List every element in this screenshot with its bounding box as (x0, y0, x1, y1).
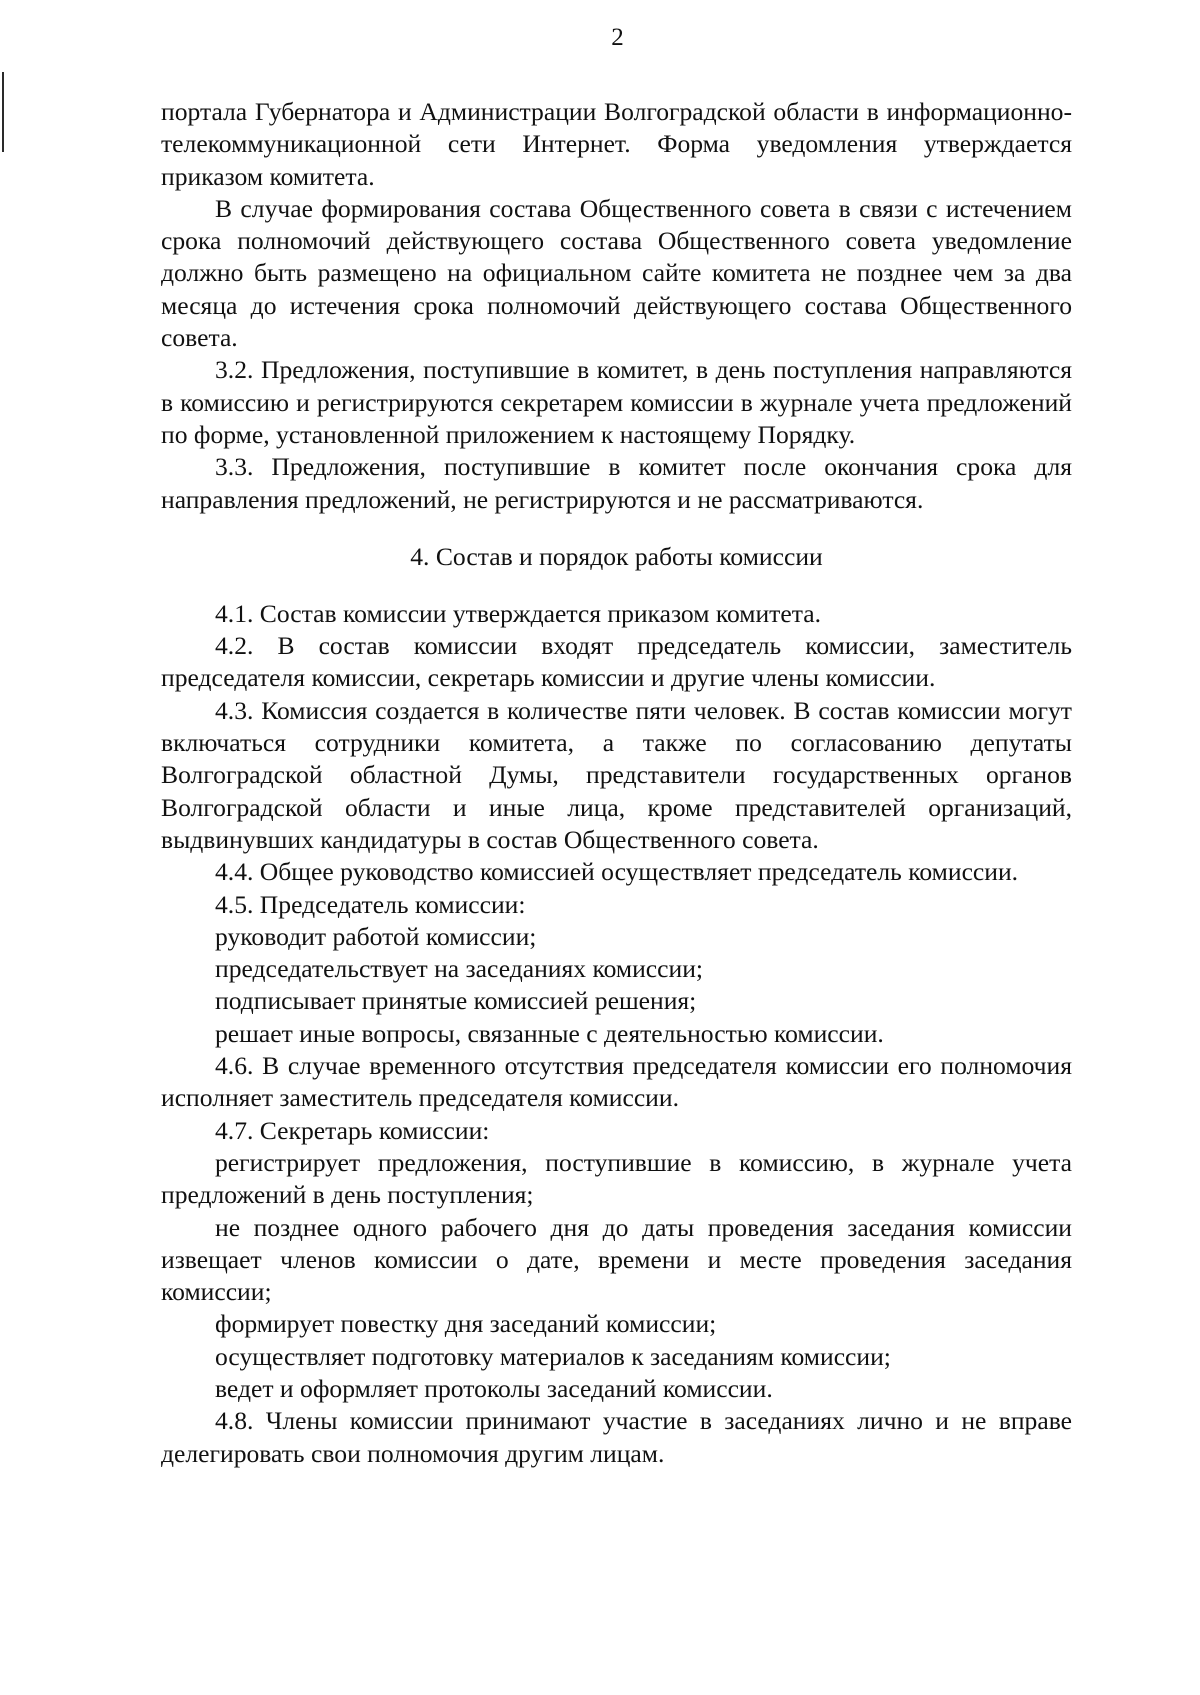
paragraph: В случае формирования состава Общественного совета в связи с истечением срока полномочий действующего состава Общественного совета уведомление должно быть размещено на официальном сайте комитета не позднее чем за два месяца до истечения срока полномочий действующего состава Общественного совета. (161, 193, 1072, 353)
list-item: решает иные вопросы, связанные с деятельностью комиссии. (215, 1018, 884, 1048)
list-item: осуществляет подготовку материалов к заседаниям комиссии; (215, 1341, 891, 1371)
page-number: 2 (611, 24, 624, 51)
paragraph-3-3: 3.3. Предложения, поступившие в комитет после окончания срока для направления предложений, не регистрируются и не рассматриваются. (161, 452, 1072, 514)
paragraph-4-2: 4.2. В состав комиссии входят председатель комиссии, заместитель председателя комиссии, секретарь комиссии и другие члены комиссии. (161, 631, 1072, 693)
list-item: ведет и оформляет протоколы заседаний комиссии. (215, 1373, 773, 1403)
paragraph-4-5: 4.5. Председатель комиссии: (215, 889, 526, 919)
paragraph-4-6: 4.6. В случае временного отсутствия председателя комиссии его полномочия исполняет заместитель председателя комиссии. (161, 1051, 1072, 1113)
list-item: председательствует на заседаниях комиссии; (215, 954, 704, 984)
paragraph-3-2: 3.2. Предложения, поступившие в комитет, в день поступления направляются в комиссию и регистрируются секретарем комиссии в журнале учета предложений по форме, установленной приложением к настоящему Порядку. (161, 355, 1072, 449)
section-heading: 4. Состав и порядок работы комиссии (410, 541, 823, 571)
list-item: руководит работой комиссии; (215, 921, 537, 951)
paragraph-4-3: 4.3. Комиссия создается в количестве пяти человек. В состав комиссии могут включаться сотрудники комитета, а также по согласованию депутаты Волгоградской областной Думы, представители государственных органов Волгоградской области и иные лица, кроме представителей организаций, выдвинувших кандидатуры в состав Общественного совета. (161, 695, 1072, 854)
document-body (161, 96, 1072, 1470)
list-item: формирует повестку дня заседаний комиссии; (215, 1309, 717, 1339)
paragraph-4-8: 4.8. Члены комиссии принимают участие в заседаниях лично и не вправе делегировать свои полномочия другим лицам. (161, 1406, 1072, 1468)
paragraph-4-4: 4.4. Общее руководство комиссией осуществляет председатель комиссии. (215, 857, 1019, 887)
list-item: регистрирует предложения, поступившие в комиссию, в журнале учета предложений в день поступления; (161, 1147, 1072, 1210)
scan-edge-mark (2, 72, 4, 152)
paragraph-4-7: 4.7. Секретарь комиссии: (215, 1115, 490, 1145)
paragraph-4-1: 4.1. Состав комиссии утверждается приказом комитета. (215, 598, 821, 628)
list-item: подписывает принятые комиссией решения; (215, 986, 697, 1016)
list-item: не позднее одного рабочего дня до даты проведения заседания комиссии извещает членов комиссии о дате, времени и месте проведения заседания комиссии; (161, 1212, 1072, 1307)
paragraph-continuation: портала Губернатора и Администрации Волгоградской области в информационно-телекоммуникационной сети Интернет. Форма уведомления утверждается приказом комитета. (161, 97, 1072, 191)
